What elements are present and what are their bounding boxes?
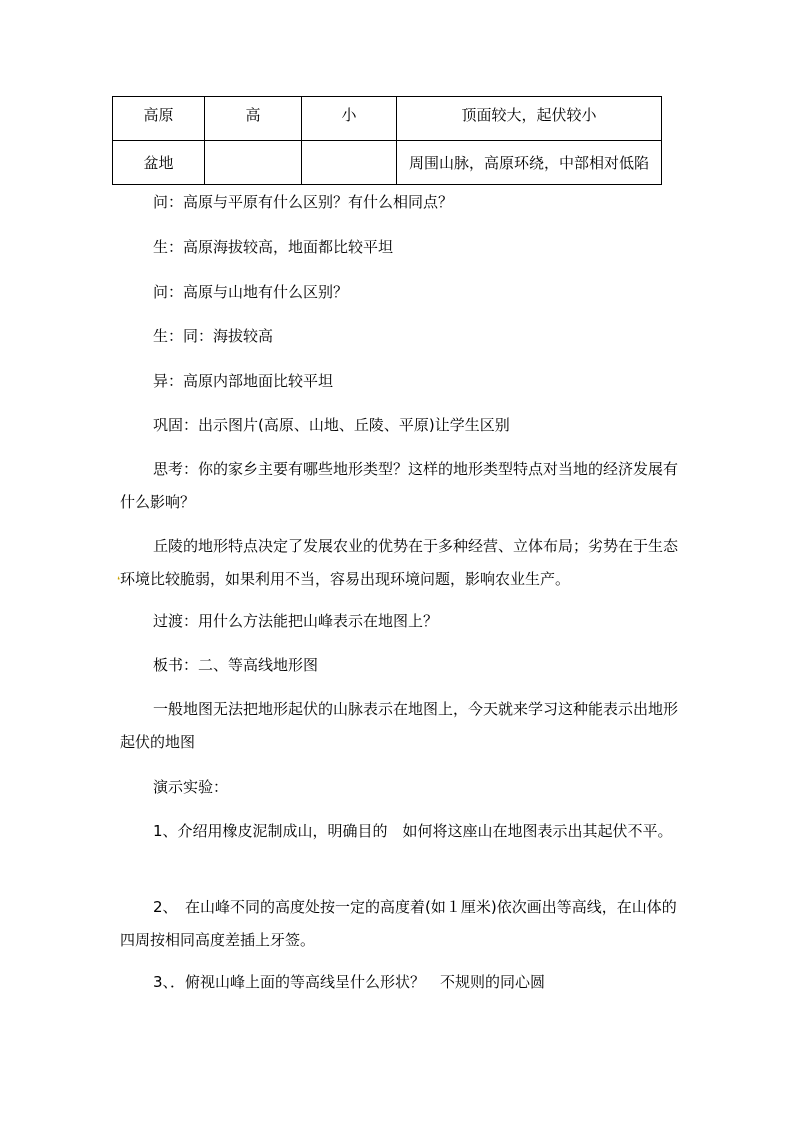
paragraph: 巩固：出示图片(高原、山地、丘陵、平原)让学生区别 [153,416,510,434]
paragraph: 一般地图无法把地形起伏的山脉表示在地图上，今天就来学习这种能表示出地形起伏的地图 [120,700,679,751]
table-cell: 高 [205,97,302,141]
paragraph: 1、介绍用橡皮泥制成山，明确目的 如何将这座山在地图表示出其起伏不平。 [153,822,673,840]
table-cell [205,141,302,185]
paragraph: 生：高原海拔较高，地面都比较平坦 [153,238,394,256]
terrain-table [112,96,662,185]
paragraph: 演示实验： [153,778,229,796]
paragraph: 生：同：海拔较高 [153,327,274,345]
table-cell: 周围山脉，高原环绕，中部相对低陷 [397,141,662,185]
table-row [113,97,662,141]
paragraph: 问：高原与平原有什么区别？有什么相同点？ [153,193,454,211]
margin-mark: ❛ [117,576,120,586]
paragraph: 问：高原与山地有什么区别？ [153,283,349,301]
paragraph: 思考：你的家乡主要有哪些地形类型？这样的地形类型特点对当地的经济发展有什么影响？ [120,460,679,511]
paragraph: 3、．俯视山峰上面的等高线呈什么形状？ 不规则的同心圆 [153,973,546,991]
paragraph: 异：高原内部地面比较平坦 [153,372,334,390]
paragraph: 过渡：用什么方法能把山峰表示在地图上？ [153,612,439,630]
table-cell: 小 [302,97,397,141]
paragraph: 丘陵的地形特点决定了发展农业的优势在于多种经营、立体布局；劣势在于生态环境比较脆弱，如果利用不当，容易出现环境问题，影响农业生产。 [120,537,679,588]
paragraph: 2、 在山峰不同的高度处按一定的高度着(如１厘米)依次画出等高线，在山体的四周按相同高度差插上牙签。 [120,898,677,949]
table-row [113,141,662,185]
paragraph: 板书：二、等高线地形图 [153,656,319,674]
table-cell [302,141,397,185]
table-cell: 高原 [113,97,205,141]
table-cell: 顶面较大，起伏较小 [397,97,662,141]
table-cell: 盆地 [113,141,205,185]
